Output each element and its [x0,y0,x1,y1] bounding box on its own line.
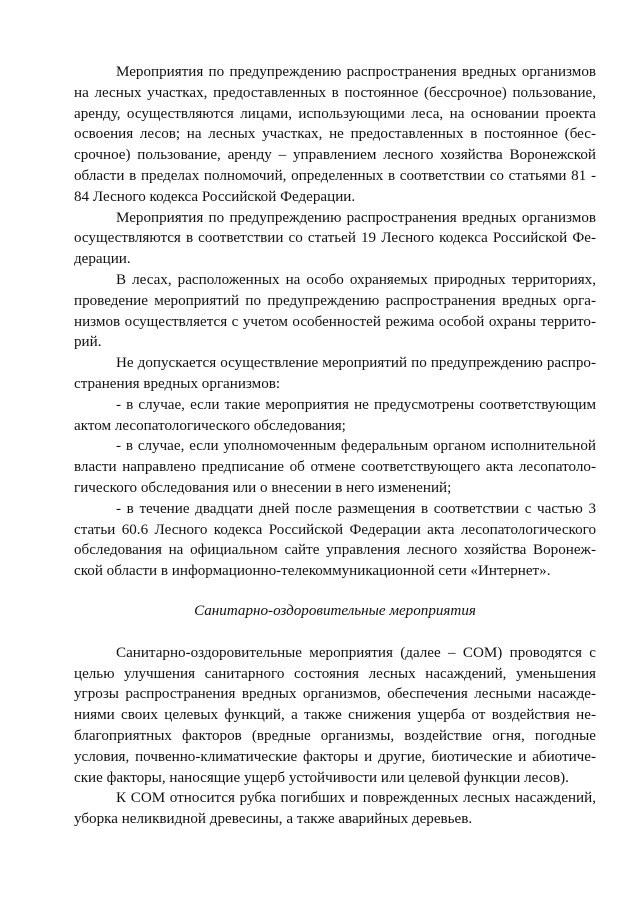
paragraph-protected-territories: В лесах, расположенных на особо охраняемых природных территориях, проведение мероприятий по предупреждению распространения вредных организмов осуществляется с учетом особенностей режима особой охраны территорий. [74,271,596,351]
paragraph-pest-prevention-responsibility: Мероприятия по предупреждению распространения вредных организмов на лесных участках, предоставленных в постоянное (бессрочное) пользование, аренду, осуществляются лицами, использующими леса, на основании проекта освоения лесов; на лесных участках, не предоставленных в постоянное (бессрочное) пользование, аренду – управлением лесного хозяйства Воронежской области в пределах полномочий, определенных в соответствии со статьями 81 - 84 Лесного кодекса Российской Федерации. [74,64,596,205]
paragraph-som-definition: Санитарно-оздоровительные мероприятия (далее – СОМ) проводятся с целью улучшения санитарного состояния лесных насаждений, уменьшения угрозы распространения вредных организмов, обеспечения лесными насаждениями своих целевых функций, а также снижения ущерба от воздействия неблагоприятных факторов (вредные организмы, воздействие огня, погодные условия, почвенно-климатические факторы и другие, биотические и абиотические факторы, наносящие ущерб устойчивости или целевой функции лесов). [74,644,596,786]
section-heading-sanitary-measures: Санитарно-оздоровительные мероприятия [194,602,476,619]
paragraph-som-includes: К СОМ относится рубка погибших и поврежденных лесных насаждений, уборка неликвидной древесины, а также аварийных деревьев. [74,790,596,828]
document-page [74,62,596,830]
paragraph-not-allowed-intro: Не допускается осуществление мероприятий по предупреждению распространения вредных организмов: [74,355,596,392]
list-item-cancellation-order: - в случае, если уполномоченным федеральным органом исполнительной власти направлено предписание об отмене соответствующего акта лесопатологического обследования или о внесении в него изменений; [74,438,596,496]
paragraph-article-19: Мероприятия по предупреждению распространения вредных организмов осуществляются в соответствии со статьей 19 Лесного кодекса Российской Федерации. [74,209,596,268]
list-item-twenty-days: - в течение двадцати дней после размещения в соответствии с частью 3 статьи 60.6 Лесного кодекса Российской Федерации акта лесопатологического обследования на официальном сайте управления лесного хозяйства Воронежской области в информационно-телекоммуникационной сети «Интернет». [74,500,596,580]
list-item-not-in-act: - в случае, если такие мероприятия не предусмотрены соответствующим актом лесопатологического обследования; [74,396,596,434]
